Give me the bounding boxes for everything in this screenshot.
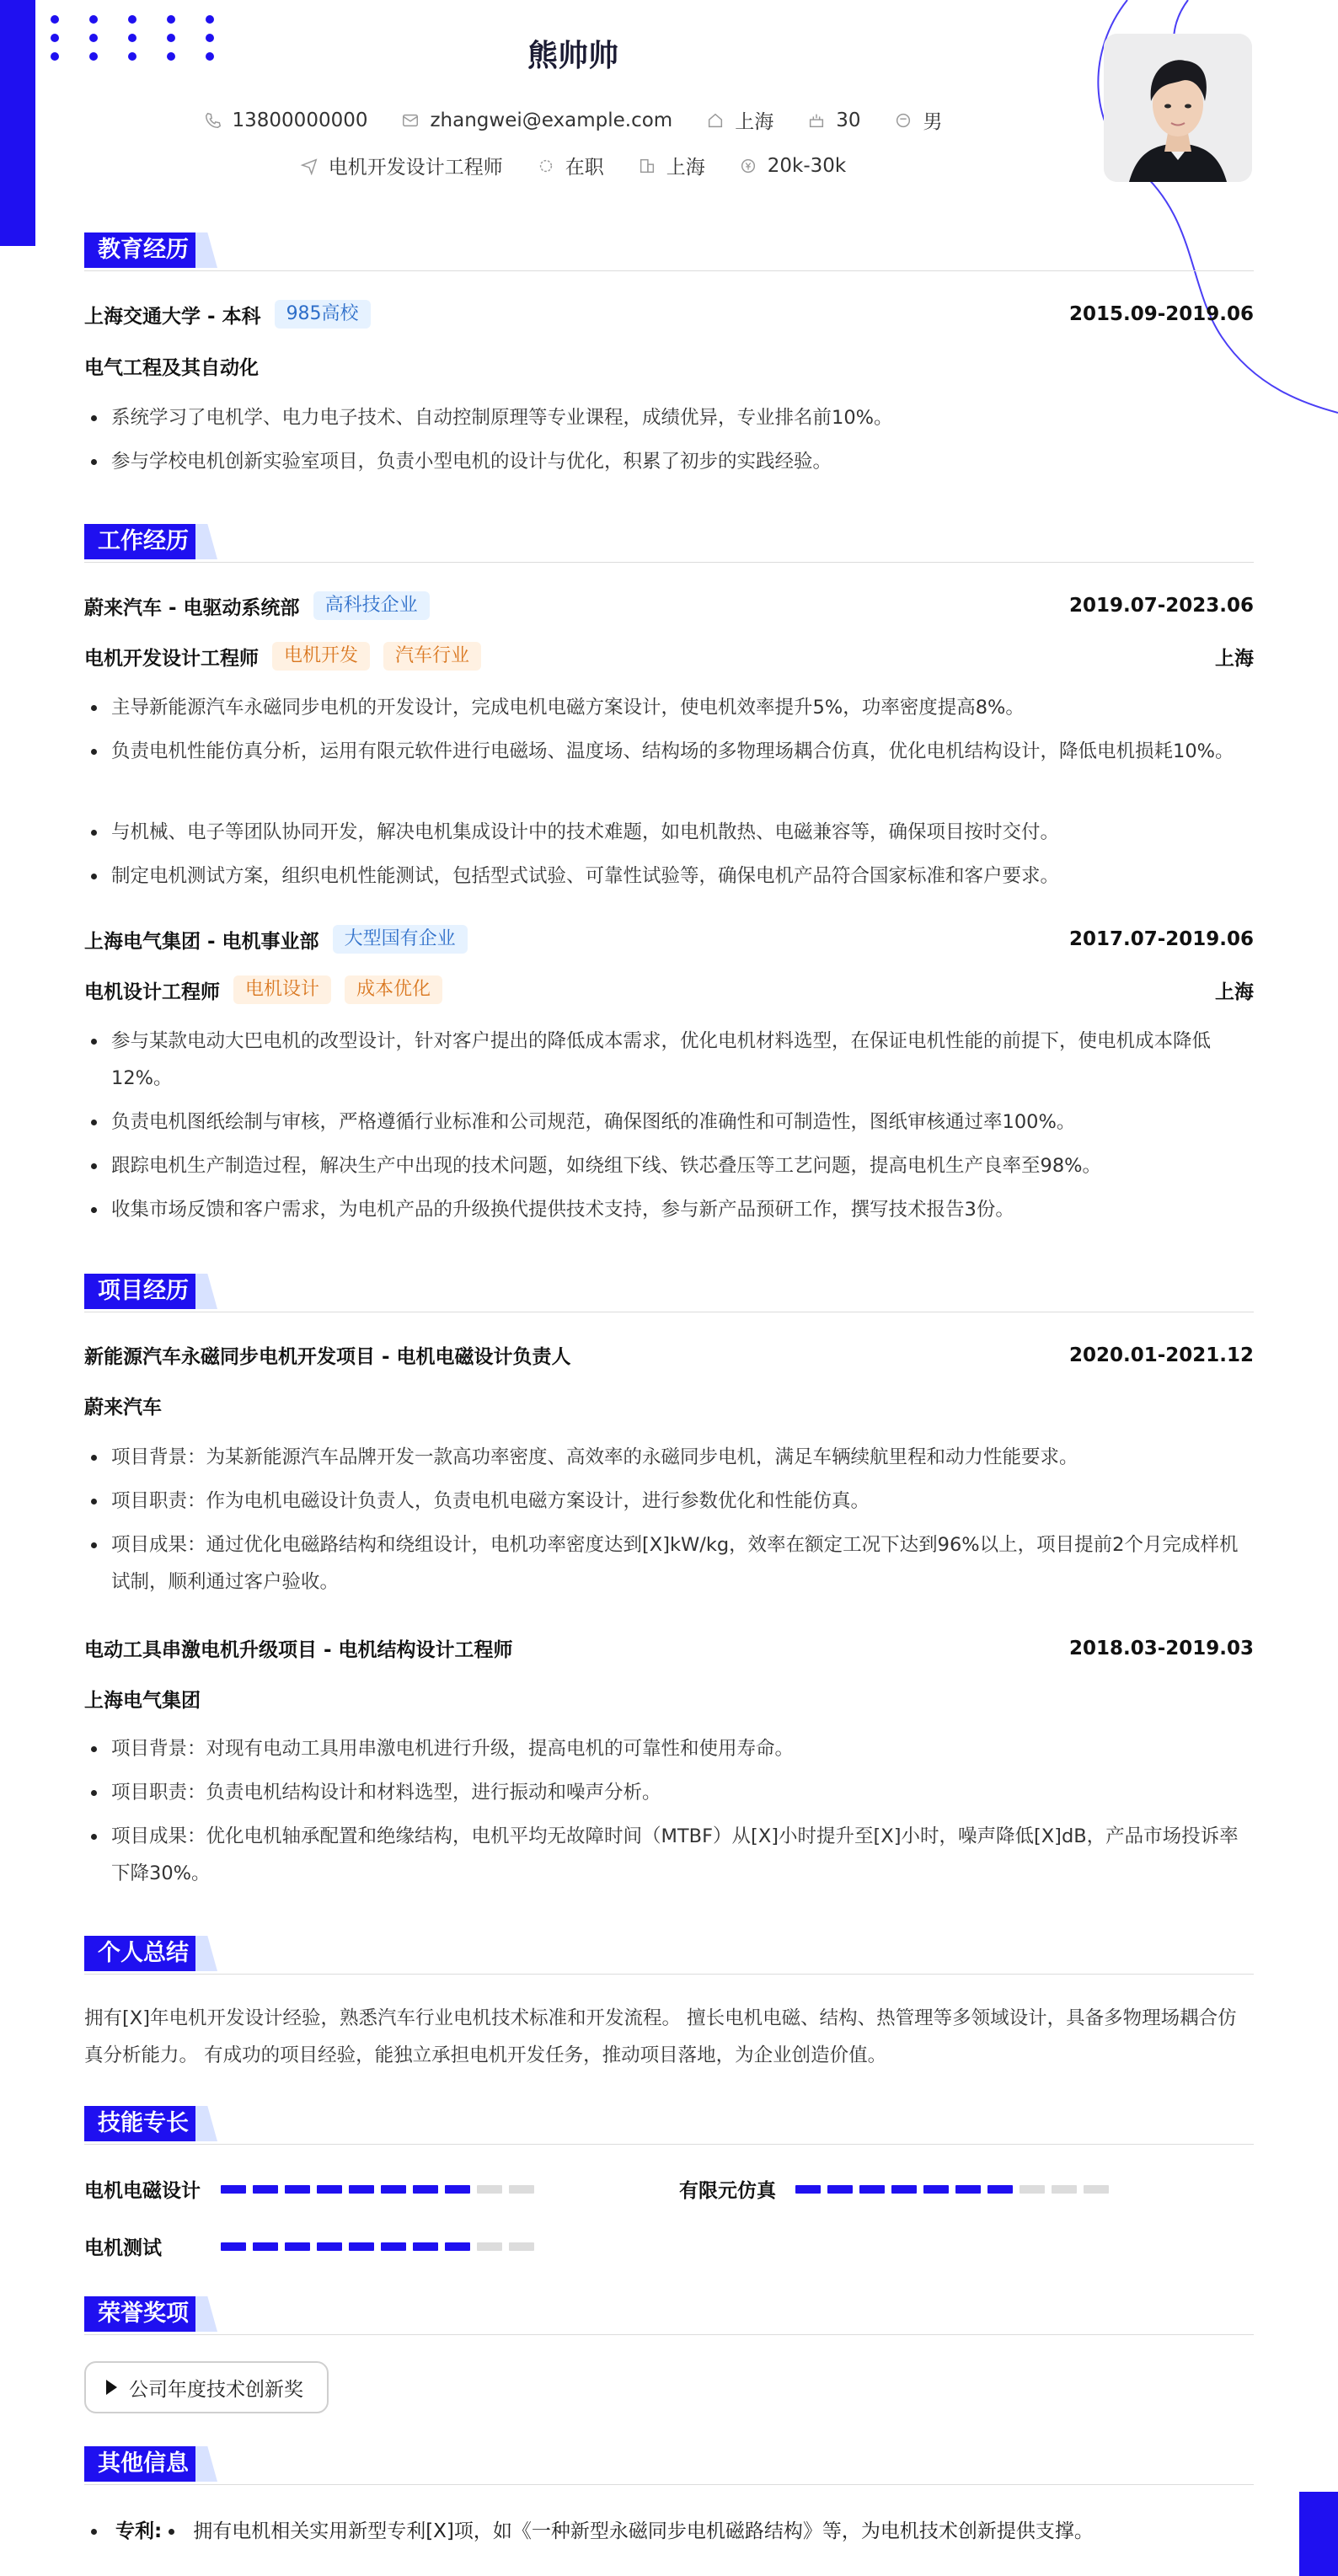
skill-segment-filled: [955, 2185, 981, 2194]
project-2-org-row: [84, 1685, 1254, 1713]
edu-school: 上海交通大学 - 本科: [84, 305, 261, 328]
skill-segment-filled: [827, 2185, 853, 2194]
skill-segment-filled: [317, 2242, 342, 2251]
work-date: 2019.07-2023.06: [1068, 595, 1254, 617]
section-title-tail: [195, 232, 217, 268]
skill-segment-filled: [381, 2185, 406, 2194]
list-item: 收集市场反馈和客户需求，为电机产品的升级换代提供技术支持，参与新产品预研工作，撰写技术报告3份。: [84, 1191, 1254, 1228]
phone-text: 13800000000: [232, 109, 368, 131]
decor-dot: [89, 15, 98, 24]
skill-item: [84, 2232, 162, 2260]
person-icon: [894, 111, 913, 130]
skill-segment-empty: [477, 2242, 502, 2251]
skill-segment-filled: [221, 2242, 246, 2251]
skill-segment-empty: [509, 2242, 534, 2251]
section-title-tail: [195, 2296, 217, 2332]
section-title: 个人总结: [84, 1936, 204, 1971]
profile-photo: [1104, 34, 1252, 182]
skill-segment-empty: [477, 2185, 502, 2194]
mail-icon: [401, 111, 420, 130]
list-item: 项目成果：优化电机轴承配置和绝缘结构，电机平均无故障时间（MTBF）从[X]小时提升至[X]小时，噪声降低[X]dB，产品市场投诉率下降30%。: [84, 1818, 1254, 1892]
skill-level-bar: [795, 2185, 1109, 2194]
section-title-tail: [195, 524, 217, 559]
section-title-tail: [195, 2446, 217, 2482]
work-1-title-row: [84, 642, 1254, 671]
skill-segment-filled: [253, 2185, 278, 2194]
salary-item: [739, 155, 846, 177]
decor-dot: [128, 15, 136, 24]
age-text: 30: [836, 109, 861, 131]
section-summary: [84, 1936, 1254, 1975]
section-title-tail: [195, 1274, 217, 1309]
award-item: [84, 2361, 329, 2413]
section-title: 其他信息: [84, 2446, 204, 2482]
list-item: 项目背景：为某新能源汽车品牌开发一款高功率密度、高效率的永磁同步电机，满足车辆续航里程和动力性能要求。: [84, 1439, 1254, 1476]
list-item: 跟踪电机生产制造过程，解决生产中出现的技术问题，如绕组下线、铁芯叠压等工艺问题，提高电机生产良率至98%。: [84, 1147, 1254, 1184]
list-item: 系统学习了电机学、电力电子技术、自动控制原理等专业课程，成绩优异，专业排名前10%。: [84, 399, 1254, 436]
list-item: 参与某款电动大巴电机的改型设计，针对客户提出的降低成本需求，优化电机材料选型，在保证电机性能的前提下，使电机成本降低12%。: [84, 1023, 1254, 1097]
gender-item: [894, 106, 942, 134]
decor-dot: [51, 15, 59, 24]
list-item: 负责电机性能仿真分析，运用有限元软件进行电磁场、温度场、结构场的多物理场耦合仿真，优化电机结构设计，降低电机损耗10%。: [84, 733, 1254, 770]
skill-segment-filled: [987, 2185, 1013, 2194]
skill-name: 电机测试: [84, 2237, 162, 2259]
skill-item: [84, 2175, 201, 2203]
avatar: [1104, 34, 1252, 182]
skill-segment-filled: [795, 2185, 821, 2194]
skill-segment-filled: [285, 2185, 310, 2194]
edu-date: 2015.09-2019.06: [1068, 303, 1254, 325]
project-2-header: [84, 1634, 1254, 1662]
skill-segment-filled: [349, 2185, 374, 2194]
skill-level-bar: [221, 2185, 534, 2194]
section-divider: [84, 2334, 1254, 2335]
list-item: 参与学校电机创新实验室项目，负责小型电机的设计与优化，积累了初步的实践经验。: [84, 443, 1254, 480]
status-text: 在职: [565, 157, 604, 179]
section-divider: [84, 2484, 1254, 2485]
skill-level-bar: [221, 2242, 534, 2251]
work-2-title-row: [84, 975, 1254, 1004]
section-divider: [84, 562, 1254, 563]
cake-icon: [807, 111, 826, 130]
target-city-item: [638, 152, 705, 179]
position-text: 电机开发设计工程师: [328, 157, 503, 179]
bullet-dot: [91, 2529, 97, 2535]
skill-segment-filled: [445, 2185, 470, 2194]
city-text: 上海: [735, 111, 774, 133]
work-title: 电机开发设计工程师: [84, 647, 259, 670]
status-icon: [537, 157, 555, 175]
skill-name: 有限元仿真: [679, 2180, 776, 2202]
salary-text: 20k-30k: [767, 154, 847, 177]
skill-segment-filled: [891, 2185, 917, 2194]
project-date: 2020.01-2021.12: [1068, 1344, 1254, 1366]
list-item: 制定电机测试方案，组织电机性能测试，包括型式试验、可靠性试验等，确保电机产品符合国家标准和客户要求。: [84, 858, 1254, 895]
skill-segment-filled: [317, 2185, 342, 2194]
email-text: zhangwei@example.com: [430, 109, 673, 131]
decor-dot: [206, 15, 214, 24]
skill-segment-filled: [413, 2242, 438, 2251]
skill-segment-filled: [285, 2242, 310, 2251]
decor-dot: [167, 15, 175, 24]
contact-info: [0, 106, 1146, 134]
skill-segment-empty: [1020, 2185, 1045, 2194]
phone-item: [204, 110, 368, 131]
edu-school-tag: 985高校: [275, 300, 371, 329]
money-icon: [739, 157, 757, 175]
section-education: [84, 232, 1254, 271]
section-awards: [84, 2296, 1254, 2335]
work-company: 蔚来汽车 - 电驱动系统部: [84, 596, 300, 619]
other-text: 拥有电机相关实用新型专利[X]项，如《一种新型永磁同步电机磁路结构》等，为电机技术创新提供支撑。: [193, 2520, 1094, 2542]
list-item: 主导新能源汽车永磁同步电机的开发设计，完成电机电磁方案设计，使电机效率提升5%，功率密度提高8%。: [84, 689, 1254, 726]
work-title: 电机设计工程师: [84, 981, 220, 1003]
section-other: [84, 2446, 1254, 2485]
summary-text: 拥有[X]年电机开发设计经验，熟悉汽车行业电机技术标准和开发流程。 擅长电机电磁、结构、热管理等多领域设计，具备多物理场耦合仿真分析能力。 有成功的项目经验，能独立承担电机开发任务，推动项目落地，为企业创造价值。: [84, 2007, 1237, 2066]
work-company: 上海电气集团 - 电机事业部: [84, 930, 319, 953]
section-title: 荣誉奖项: [84, 2296, 204, 2332]
bullet-dot: [169, 2529, 174, 2535]
skill-segment-empty: [1084, 2185, 1109, 2194]
project-org: 蔚来汽车: [84, 1397, 162, 1419]
section-title-tail: [195, 2106, 217, 2141]
position-item: [300, 152, 503, 179]
skill-segment-empty: [1052, 2185, 1077, 2194]
work-company-tag: 高科技企业: [313, 591, 430, 620]
work-1-header: [84, 591, 1254, 620]
section-projects: [84, 1274, 1254, 1312]
project-name: 新能源汽车永磁同步电机开发项目 - 电机电磁设计负责人: [84, 1346, 571, 1368]
gender-text: 男: [923, 111, 943, 133]
send-icon: [300, 157, 318, 175]
skill-segment-filled: [413, 2185, 438, 2194]
skill-segment-filled: [253, 2242, 278, 2251]
list-item: 项目成果：通过优化电磁路结构和绕组设计，电机功率密度达到[X]kW/kg，效率在额定工况下达到96%以上，项目提前2个月完成样机试制，顺利通过客户验收。: [84, 1526, 1254, 1601]
section-title: 教育经历: [84, 232, 204, 268]
decor-bar-right: [1299, 2492, 1338, 2576]
email-item: [401, 110, 672, 131]
section-skills: [84, 2106, 1254, 2145]
work-date: 2017.07-2019.06: [1068, 928, 1254, 950]
target-city-text: 上海: [666, 157, 705, 179]
work-skill-tag: 电机设计: [233, 975, 331, 1004]
project-name: 电动工具串激电机升级项目 - 电机结构设计工程师: [84, 1639, 513, 1661]
skill-segment-filled: [381, 2242, 406, 2251]
edu-major-row: [84, 352, 1254, 380]
section-title-tail: [195, 1936, 217, 1971]
project-1-org-row: [84, 1392, 1254, 1419]
skill-segment-filled: [221, 2185, 246, 2194]
work-location: 上海: [1215, 981, 1254, 1003]
phone-icon: [204, 111, 222, 130]
project-1-header: [84, 1341, 1254, 1369]
home-icon: [706, 111, 725, 130]
building-icon: [638, 157, 656, 175]
list-item: 负责电机图纸绘制与审核，严格遵循行业标准和公司规范，确保图纸的准确性和可制造性，图纸审核通过率100%。: [84, 1104, 1254, 1141]
project-org: 上海电气集团: [84, 1690, 201, 1712]
other-label: 专利:: [115, 2520, 163, 2542]
section-divider: [84, 270, 1254, 271]
list-item: 项目职责：负责电机结构设计和材料选型，进行振动和噪声分析。: [84, 1774, 1254, 1811]
skill-item: [679, 2175, 776, 2203]
status-item: [537, 152, 604, 179]
skill-segment-filled: [859, 2185, 885, 2194]
section-title: 项目经历: [84, 1274, 204, 1309]
job-intent: [0, 152, 1146, 179]
section-title: 技能专长: [84, 2106, 204, 2141]
skill-segment-empty: [509, 2185, 534, 2194]
work-skill-tag: 汽车行业: [383, 642, 481, 671]
section-divider: [84, 1974, 1254, 1975]
play-icon: [106, 2380, 117, 2395]
candidate-name: 熊帅帅: [527, 39, 618, 73]
work-skill-tag: 成本优化: [345, 975, 442, 1004]
work-skill-tag: 电机开发: [272, 642, 370, 671]
city-item: [706, 106, 773, 134]
skill-segment-filled: [349, 2242, 374, 2251]
skill-name: 电机电磁设计: [84, 2180, 201, 2202]
section-title: 工作经历: [84, 524, 204, 559]
work-2-header: [84, 925, 1254, 954]
other-item: [84, 2513, 1254, 2550]
age-item: [807, 110, 860, 131]
edu-header: [84, 300, 1254, 329]
edu-major: 电气工程及其自动化: [84, 357, 259, 379]
list-item: 项目背景：对现有电动工具用串激电机进行升级，提高电机的可靠性和使用寿命。: [84, 1730, 1254, 1767]
list-item: 项目职责：作为电机电磁设计负责人，负责电机电磁方案设计，进行参数优化和性能仿真。: [84, 1483, 1254, 1520]
award-text: 公司年度技术创新奖: [129, 2378, 303, 2401]
skill-segment-filled: [445, 2242, 470, 2251]
work-location: 上海: [1215, 647, 1254, 670]
list-item: 与机械、电子等团队协同开发，解决电机集成设计中的技术难题，如电机散热、电磁兼容等，确保项目按时交付。: [84, 814, 1254, 851]
project-date: 2018.03-2019.03: [1068, 1637, 1254, 1659]
work-company-tag: 大型国有企业: [333, 925, 468, 954]
section-divider: [84, 2144, 1254, 2145]
section-work: [84, 524, 1254, 563]
skill-segment-filled: [923, 2185, 949, 2194]
